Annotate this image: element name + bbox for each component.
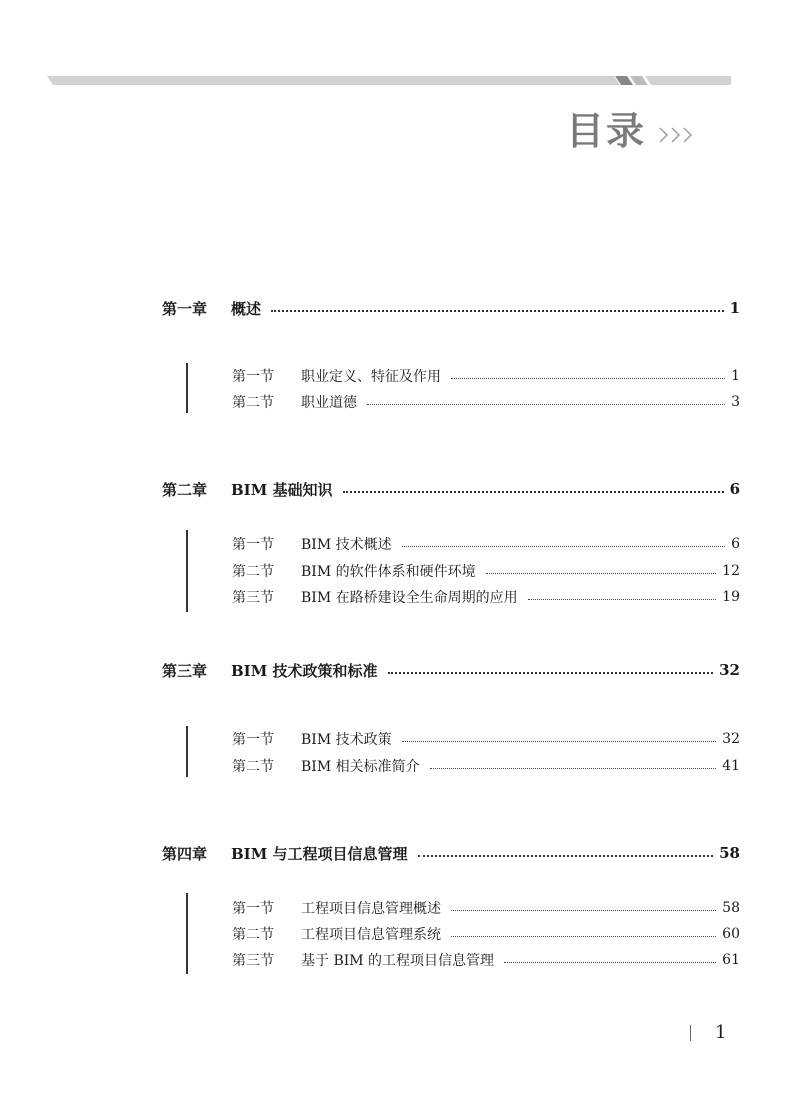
toc-section[interactable] (232, 729, 740, 749)
section-number: 第一节 (232, 369, 274, 385)
toc-chapter-4[interactable] (162, 842, 740, 864)
section-page-number: 19 (722, 589, 740, 605)
chapter-title: 概述 (231, 299, 262, 318)
page-footer (690, 1022, 726, 1043)
chapter-number: 第二章 (162, 480, 208, 499)
section-group-bar (186, 893, 188, 974)
toc-section[interactable] (232, 561, 740, 581)
chapter-title: BIM 与工程项目信息管理 (231, 844, 408, 863)
section-number: 第二节 (232, 927, 274, 943)
chapter-title: BIM 技术政策和标准 (231, 661, 378, 680)
section-title: BIM 的软件体系和硬件环境 (301, 564, 476, 580)
section-title: BIM 相关标准简介 (301, 759, 420, 775)
dot-leader (388, 672, 714, 674)
dot-leader (528, 599, 717, 600)
dot-leader (486, 573, 717, 574)
section-group-bar (186, 530, 188, 612)
dot-leader (271, 310, 724, 312)
title-block (566, 100, 698, 155)
dot-leader (451, 936, 716, 937)
section-page-number: 32 (722, 731, 740, 747)
section-title: BIM 技术政策 (301, 732, 392, 748)
page-number: 1 (715, 1022, 727, 1043)
toc-section[interactable] (232, 366, 740, 386)
section-title: BIM 技术概述 (301, 537, 392, 553)
toc-chapter-2[interactable] (162, 478, 740, 500)
section-page-number: 3 (731, 394, 740, 410)
toc-section[interactable] (232, 898, 740, 918)
dot-leader (402, 741, 717, 742)
section-number: 第二节 (232, 759, 274, 775)
chapter-page-number: 1 (729, 299, 740, 317)
section-title: 职业道德 (301, 395, 357, 411)
section-number: 第一节 (232, 901, 274, 917)
toc-section[interactable] (232, 756, 740, 776)
section-title: 工程项目信息管理概述 (301, 901, 441, 917)
section-title: BIM 在路桥建设全生命周期的应用 (301, 590, 518, 606)
chevron-right-icon (658, 126, 698, 144)
dot-leader (402, 546, 725, 547)
chapter-title: BIM 基础知识 (231, 480, 333, 499)
section-number: 第一节 (232, 537, 274, 553)
section-page-number: 58 (722, 900, 740, 916)
section-group-bar (186, 726, 188, 777)
dot-leader (504, 962, 716, 963)
dot-leader (430, 768, 717, 769)
chapter-page-number: 6 (729, 480, 740, 498)
section-number: 第二节 (232, 395, 274, 411)
section-page-number: 61 (722, 952, 740, 968)
dot-leader (451, 910, 716, 911)
footer-divider (690, 1025, 691, 1041)
toc-chapter-1[interactable] (162, 297, 740, 319)
dot-leader (367, 404, 725, 405)
header-decorative-bar (47, 76, 731, 85)
toc-section[interactable] (232, 587, 740, 607)
section-group-bar (186, 363, 188, 413)
section-title: 职业定义、特征及作用 (301, 369, 441, 385)
toc-section[interactable] (232, 950, 740, 970)
chapter-page-number: 58 (719, 844, 740, 862)
toc-section[interactable] (232, 392, 740, 412)
toc-chapter-3[interactable] (162, 659, 740, 681)
section-number: 第三节 (232, 953, 274, 969)
chapter-number: 第三章 (162, 661, 208, 680)
dot-leader (343, 491, 724, 493)
section-page-number: 1 (731, 368, 740, 384)
section-title: 工程项目信息管理系统 (301, 927, 441, 943)
chapter-number: 第四章 (162, 844, 208, 863)
section-number: 第三节 (232, 590, 274, 606)
page-title: 目录 (565, 109, 646, 153)
section-page-number: 60 (722, 926, 740, 942)
section-number: 第二节 (232, 564, 274, 580)
dot-leader (451, 378, 725, 379)
section-number: 第一节 (232, 732, 274, 748)
chapter-page-number: 32 (719, 661, 740, 679)
section-title: 基于 BIM 的工程项目信息管理 (301, 953, 495, 969)
section-page-number: 41 (722, 758, 740, 774)
section-page-number: 6 (731, 536, 740, 552)
section-page-number: 12 (722, 563, 740, 579)
toc-section[interactable] (232, 924, 740, 944)
toc-section[interactable] (232, 534, 740, 554)
dot-leader (418, 855, 714, 857)
chapter-number: 第一章 (162, 299, 208, 318)
